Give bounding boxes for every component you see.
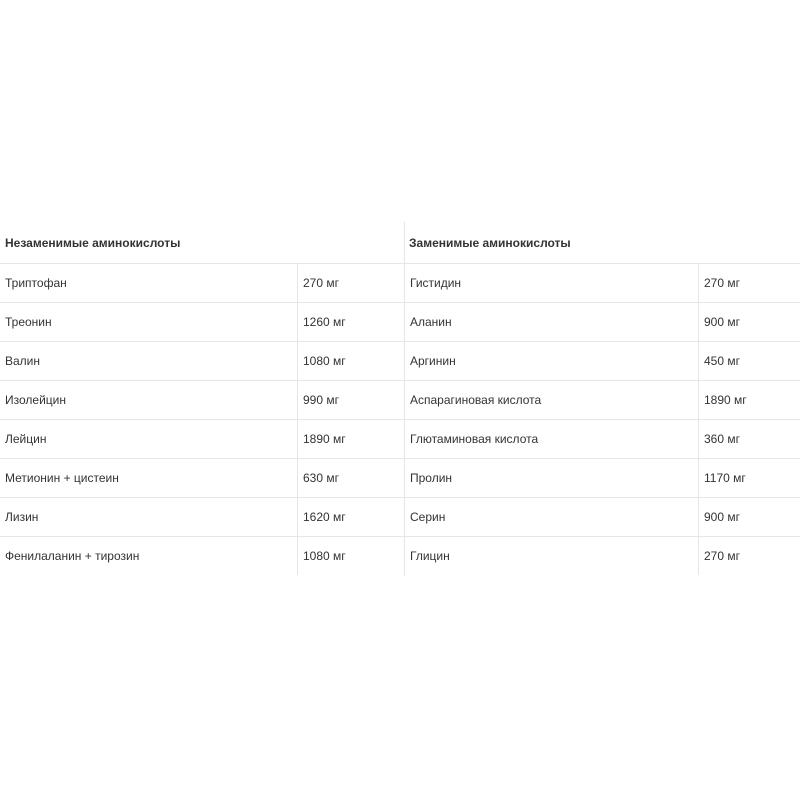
amino-acid-name: Аргинин (410, 354, 456, 368)
amino-acid-amount: 900 мг (698, 498, 800, 536)
amino-acid-name: Пролин (410, 471, 453, 485)
amino-acid-name: Глютаминовая кислота (410, 432, 539, 446)
amino-acid-amount: 1890 мг (698, 381, 800, 419)
amino-acid-amount: 270 мг (698, 264, 800, 302)
nonessential-header: Заменимые аминокислоты (405, 222, 800, 264)
table-row (0, 342, 404, 381)
essential-header: Незаменимые аминокислоты (0, 222, 404, 264)
table-row (0, 459, 404, 498)
table-row (0, 381, 404, 420)
table-row (0, 498, 404, 537)
amino-acid-amount: 1890 мг (297, 420, 404, 458)
amino-acid-amount: 450 мг (698, 342, 800, 380)
nonessential-amino-acids-column (404, 222, 800, 576)
amino-acid-amount: 990 мг (297, 381, 404, 419)
essential-amino-acids-column (0, 222, 404, 576)
amino-acid-amount: 1260 мг (297, 303, 404, 341)
amino-acid-amount: 1080 мг (297, 537, 404, 575)
amino-acid-name: Метионин + цистеин (5, 471, 119, 485)
amino-acid-name: Изолейцин (5, 393, 66, 407)
amino-acid-name: Триптофан (5, 276, 67, 290)
table-row (405, 420, 800, 459)
amino-acid-name: Аспарагиновая кислота (410, 393, 542, 407)
amino-acid-name: Валин (5, 354, 41, 368)
amino-acid-table (0, 222, 800, 576)
table-row (0, 537, 404, 575)
amino-acid-name: Глицин (410, 549, 450, 563)
table-row (0, 420, 404, 459)
table-row (405, 303, 800, 342)
table-row (405, 498, 800, 537)
table-row (405, 342, 800, 381)
amino-acid-name: Треонин (5, 315, 52, 329)
amino-acid-amount: 360 мг (698, 420, 800, 458)
table-row (405, 381, 800, 420)
amino-acid-amount: 270 мг (698, 537, 800, 575)
amino-acid-amount: 630 мг (297, 459, 404, 497)
amino-acid-amount: 900 мг (698, 303, 800, 341)
amino-acid-name: Серин (410, 510, 446, 524)
amino-acid-amount: 270 мг (297, 264, 404, 302)
amino-acid-amount: 1620 мг (297, 498, 404, 536)
amino-acid-amount: 1080 мг (297, 342, 404, 380)
amino-acid-name: Аланин (410, 315, 452, 329)
amino-acid-name: Гистидин (410, 276, 462, 290)
amino-acid-name: Лизин (5, 510, 39, 524)
table-row (405, 537, 800, 575)
table-row (405, 459, 800, 498)
table-row (405, 264, 800, 303)
amino-acid-amount: 1170 мг (698, 459, 800, 497)
table-row (0, 303, 404, 342)
amino-acid-name: Лейцин (5, 432, 47, 446)
table-row (0, 264, 404, 303)
amino-acid-name: Фенилаланин + тирозин (5, 549, 140, 563)
